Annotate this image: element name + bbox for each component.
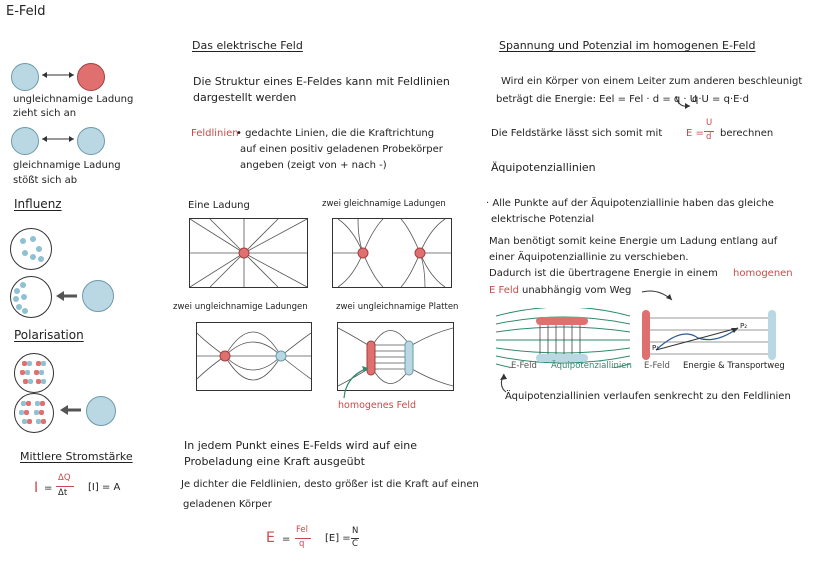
equipotential-diagram (496, 308, 630, 368)
aequi-homogenen: homogenen (733, 268, 793, 279)
feldlinien-term: Feldlinien (191, 128, 239, 139)
dipoles (15, 394, 53, 432)
aequi-line-1: · Alle Punkte auf der Äquipotenziallinie haben das gleiche (486, 198, 774, 209)
feldstaerke-formula: E = (686, 128, 704, 139)
unit-numerator: N (352, 526, 359, 536)
bottom-line: Äquipotenziallinien verlaufen senkrecht zu den Feldlinien (505, 391, 791, 402)
polarisation-sphere-aligned (14, 393, 54, 433)
fraction-numerator: U (706, 118, 713, 128)
dichte-line-2: geladenen Körper (183, 499, 272, 510)
unit-denominator: C (352, 539, 358, 549)
field-heading: Das elektrische Feld (192, 39, 303, 52)
pointer-arrow (340, 360, 380, 400)
formula-E: E (266, 530, 275, 546)
equals-sign: = (282, 534, 291, 545)
influenz-sphere-polarized (10, 276, 52, 318)
single-charge-diagram (189, 218, 308, 288)
blue-charge (11, 63, 39, 91)
aequi-line-3: Man benötigt somit keine Energie um Ladung entlang auf (489, 236, 778, 247)
fraction-denominator: q (299, 539, 305, 549)
blue-charge (82, 280, 114, 312)
aequi-heading: Äquipotenziallinien (491, 161, 596, 174)
opposite-charges-diagram (196, 322, 312, 391)
fraction-numerator: ΔQ (58, 473, 71, 483)
two-like-charges-diagram (332, 218, 452, 288)
diagram-3-label: zwei ungleichnamige Ladungen (173, 302, 308, 312)
field-lines (190, 219, 307, 287)
fraction-denominator: Δt (58, 488, 68, 498)
repel-label-2: stößt sich ab (13, 175, 78, 186)
homogen-label: homogenes Feld (338, 400, 417, 411)
diagram-1-label: Eine Ladung (188, 200, 250, 211)
influenz-heading: Influenz (14, 197, 62, 211)
feldlinien-line-3: angeben (zeigt von + nach -) (240, 160, 387, 171)
spannung-heading: Spannung und Potenzial im homogenen E-Feld (499, 39, 756, 52)
dichte-line-1: Je dichter die Feldlinien, desto größer ist die Kraft auf einen (181, 479, 479, 490)
arrow-left-icon (56, 290, 78, 302)
attract-label-2: zieht sich an (13, 108, 77, 119)
blue-charge (11, 127, 39, 155)
aequi-line-6: unabhängig vom Weg (522, 285, 632, 296)
arrow-left-icon (60, 404, 82, 416)
red-charge (77, 63, 105, 91)
feldlinien-line-2: auf einen positiv geladenen Probekörper (240, 144, 443, 155)
feldstaerke-end: berechnen (720, 128, 774, 139)
energy-line-1: Wird ein Körper von einem Leiter zum anderen beschleunigt (501, 76, 803, 87)
diagram-2-label: zwei gleichnamige Ladungen (322, 199, 446, 209)
intro-line-1: Die Struktur eines E-Feldes kann mit Feldlinien (193, 75, 450, 88)
feldstaerke-line: Die Feldstärke lässt sich somit mit (491, 128, 663, 139)
current-unit: [I] = A (88, 482, 121, 493)
dipoles (15, 354, 53, 392)
energy-line-2: beträgt die Energie: Eel = Fel · d = q · U (496, 94, 698, 105)
charge-dots (11, 277, 51, 317)
field-lines (333, 219, 451, 287)
formula-unit: [E] = (325, 533, 351, 544)
repel-label-1: gleichnamige Ladung (13, 160, 121, 171)
kraft-line-1: In jedem Punkt eines E-Felds wird auf eine (184, 439, 418, 452)
p1-label: P₁ (652, 344, 660, 352)
influenz-sphere (10, 228, 52, 270)
field-lines (197, 323, 311, 390)
polarisation-heading: Polarisation (14, 328, 84, 342)
feldlinien-line-1: • gedachte Linien, die die Kraftrichtung (236, 128, 435, 139)
curved-arrow-icon (640, 288, 676, 304)
intro-line-2: dargestellt werden (193, 91, 297, 104)
energy-extra: q·U = q·E·d (692, 94, 749, 105)
transport-diagram (642, 310, 776, 362)
page-title: E-Feld (6, 4, 46, 19)
attract-label-1: ungleichnamige Ladung (13, 94, 134, 105)
aequi-efeld: E Feld (489, 285, 519, 296)
current-symbol: I (34, 480, 39, 496)
aequi-line-5: Dadurch ist die übertragene Energie in einem (489, 268, 718, 279)
fraction-bar (56, 486, 74, 487)
diagram-4-label: zwei ungleichnamige Platten (336, 302, 459, 312)
p2-label: P₂ (740, 322, 748, 330)
aequi-line-4: einer Äquipotenziallinie zu verschieben. (489, 252, 689, 263)
curved-arrow-icon (674, 94, 694, 112)
blue-charge (86, 396, 116, 426)
diag-aequi: Äquipotenziallinien (551, 361, 632, 371)
diag-energie: Energie & Transportweg (683, 361, 785, 371)
aequi-line-2: elektrische Potenzial (491, 214, 595, 225)
equals-sign: = (44, 483, 53, 494)
diag-efeld-1: E-Feld (511, 361, 537, 371)
diag-efeld-2: E-Feld (644, 361, 670, 371)
repel-arrows (40, 134, 76, 144)
fraction-denominator: d (706, 132, 712, 142)
current-heading: Mittlere Stromstärke (20, 450, 133, 463)
fraction-numerator: Fel (296, 525, 309, 535)
blue-charge (77, 127, 105, 155)
attract-arrows (40, 70, 76, 80)
polarisation-sphere (14, 353, 54, 393)
kraft-line-2: Probeladung eine Kraft ausgeübt (184, 455, 365, 468)
charge-dots (11, 229, 51, 269)
